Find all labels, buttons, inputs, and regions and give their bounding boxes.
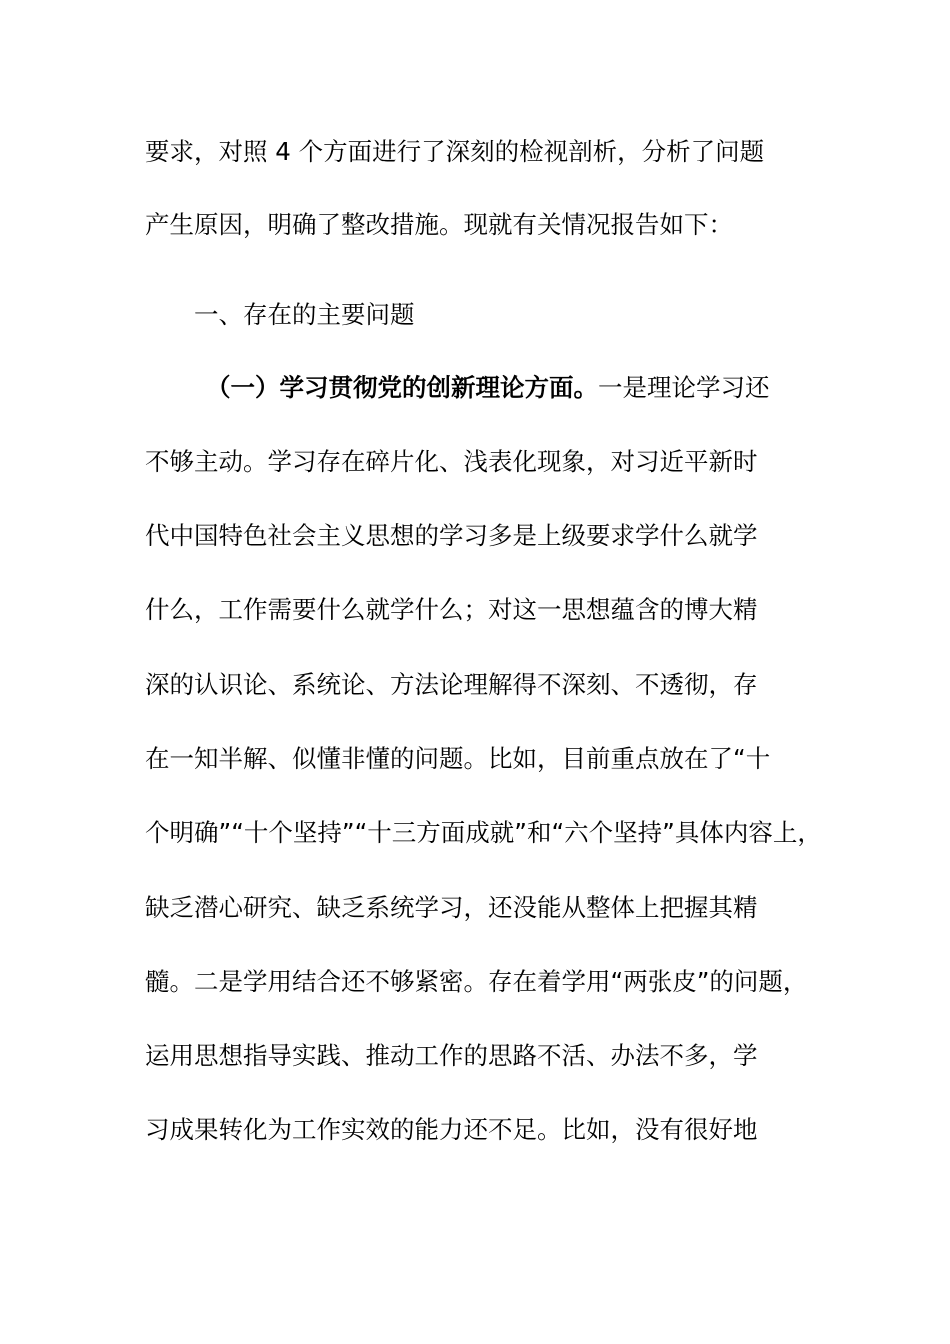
subsection-heading-line [206, 373, 906, 403]
paragraph-line: 深的认识论、系统论、方法论理解得不深刻、不透彻，存 [145, 670, 758, 699]
paragraph-line: 要求，对照 4 个方面进行了深刻的检视剖析，分析了问题 [145, 137, 765, 166]
paragraph-line: 个明确”“十个坚持”“十三方面成就”和“六个坚持”具体内容上， [145, 818, 822, 847]
paragraph-line: 在一知半解、似懂非懂的问题。比如，目前重点放在了“十 [145, 744, 771, 773]
paragraph-line: 习成果转化为工作实效的能力还不足。比如，没有很好地 [145, 1115, 758, 1144]
section-heading: 一、存在的主要问题 [194, 300, 415, 329]
paragraph-line: 不够主动。学习存在碎片化、浅表化现象，对习近平新时 [145, 447, 758, 476]
subsection-heading: （一）学习贯彻党的创新理论方面。 [206, 373, 598, 402]
paragraph-line: 髓。二是学用结合还不够紧密。存在着学用“两张皮”的问题， [145, 967, 808, 996]
paragraph-line: 什么，工作需要什么就学什么；对这一思想蕴含的博大精 [145, 595, 758, 624]
paragraph-line: 运用思想指导实践、推动工作的思路不活、办法不多，学 [145, 1041, 758, 1070]
paragraph-line: 缺乏潜心研究、缺乏系统学习，还没能从整体上把握其精 [145, 893, 758, 922]
paragraph-text: 一是理论学习还 [598, 373, 770, 402]
paragraph-line: 产生原因，明确了整改措施。现就有关情况报告如下： [145, 210, 733, 239]
paragraph-line: 代中国特色社会主义思想的学习多是上级要求学什么就学 [145, 521, 758, 550]
